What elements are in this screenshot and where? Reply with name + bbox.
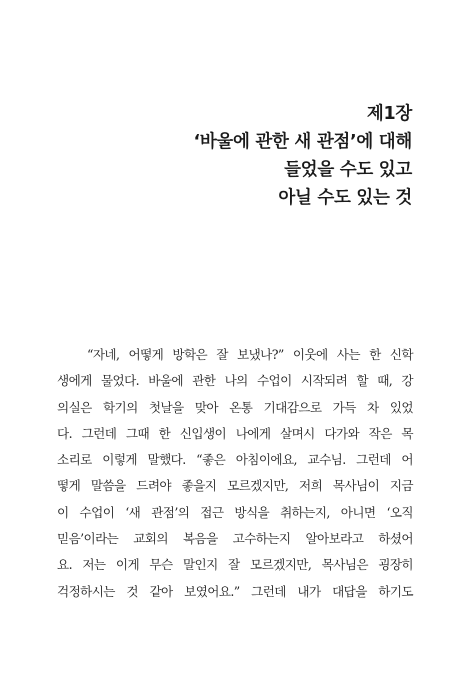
chapter-title-line-3: 아닐 수도 있는 것 xyxy=(278,188,412,208)
chapter-heading xyxy=(193,100,412,212)
body-line: 믿음’이라는 교회의 복음을 고수하는지 알아보라고 하셨어 xyxy=(57,531,413,547)
body-line: 이 수업이 ‘새 관점’의 접근 방식을 취하는지, 아니면 ‘오직 xyxy=(57,504,413,520)
body-paragraph xyxy=(57,342,413,605)
chapter-number: 제1장 xyxy=(366,104,412,124)
body-line: 요. 저는 이게 무슨 말인지 잘 모르겠지만, 목사님은 굉장히 xyxy=(57,557,413,573)
body-line: 의실은 학기의 첫날을 맞아 온통 기대감으로 가득 차 있었 xyxy=(57,399,413,415)
body-line: 다. 그런데 그때 한 신입생이 나에게 살며시 다가와 작은 목 xyxy=(57,425,413,441)
body-line: 걱정하시는 것 같아 보였어요.” 그런데 내가 대답을 하기도 xyxy=(57,583,413,599)
body-line: 소리로 이렇게 말했다. “좋은 아침이에요, 교수님. 그런데 어 xyxy=(57,452,413,468)
body-line: 떻게 말씀을 드려야 좋을지 모르겠지만, 저희 목사님이 지금 xyxy=(57,478,413,494)
chapter-title-line-2: 들었을 수도 있고 xyxy=(284,160,412,180)
body-line: 생에게 물었다. 바울에 관한 나의 수업이 시작되려 할 때, 강 xyxy=(57,373,413,389)
chapter-title-line-1: ‘바울에 관한 새 관점’에 대해 xyxy=(193,132,412,152)
body-line: “자네, 어떻게 방학은 잘 보냈나?” 이웃에 사는 한 신학 xyxy=(87,347,413,362)
